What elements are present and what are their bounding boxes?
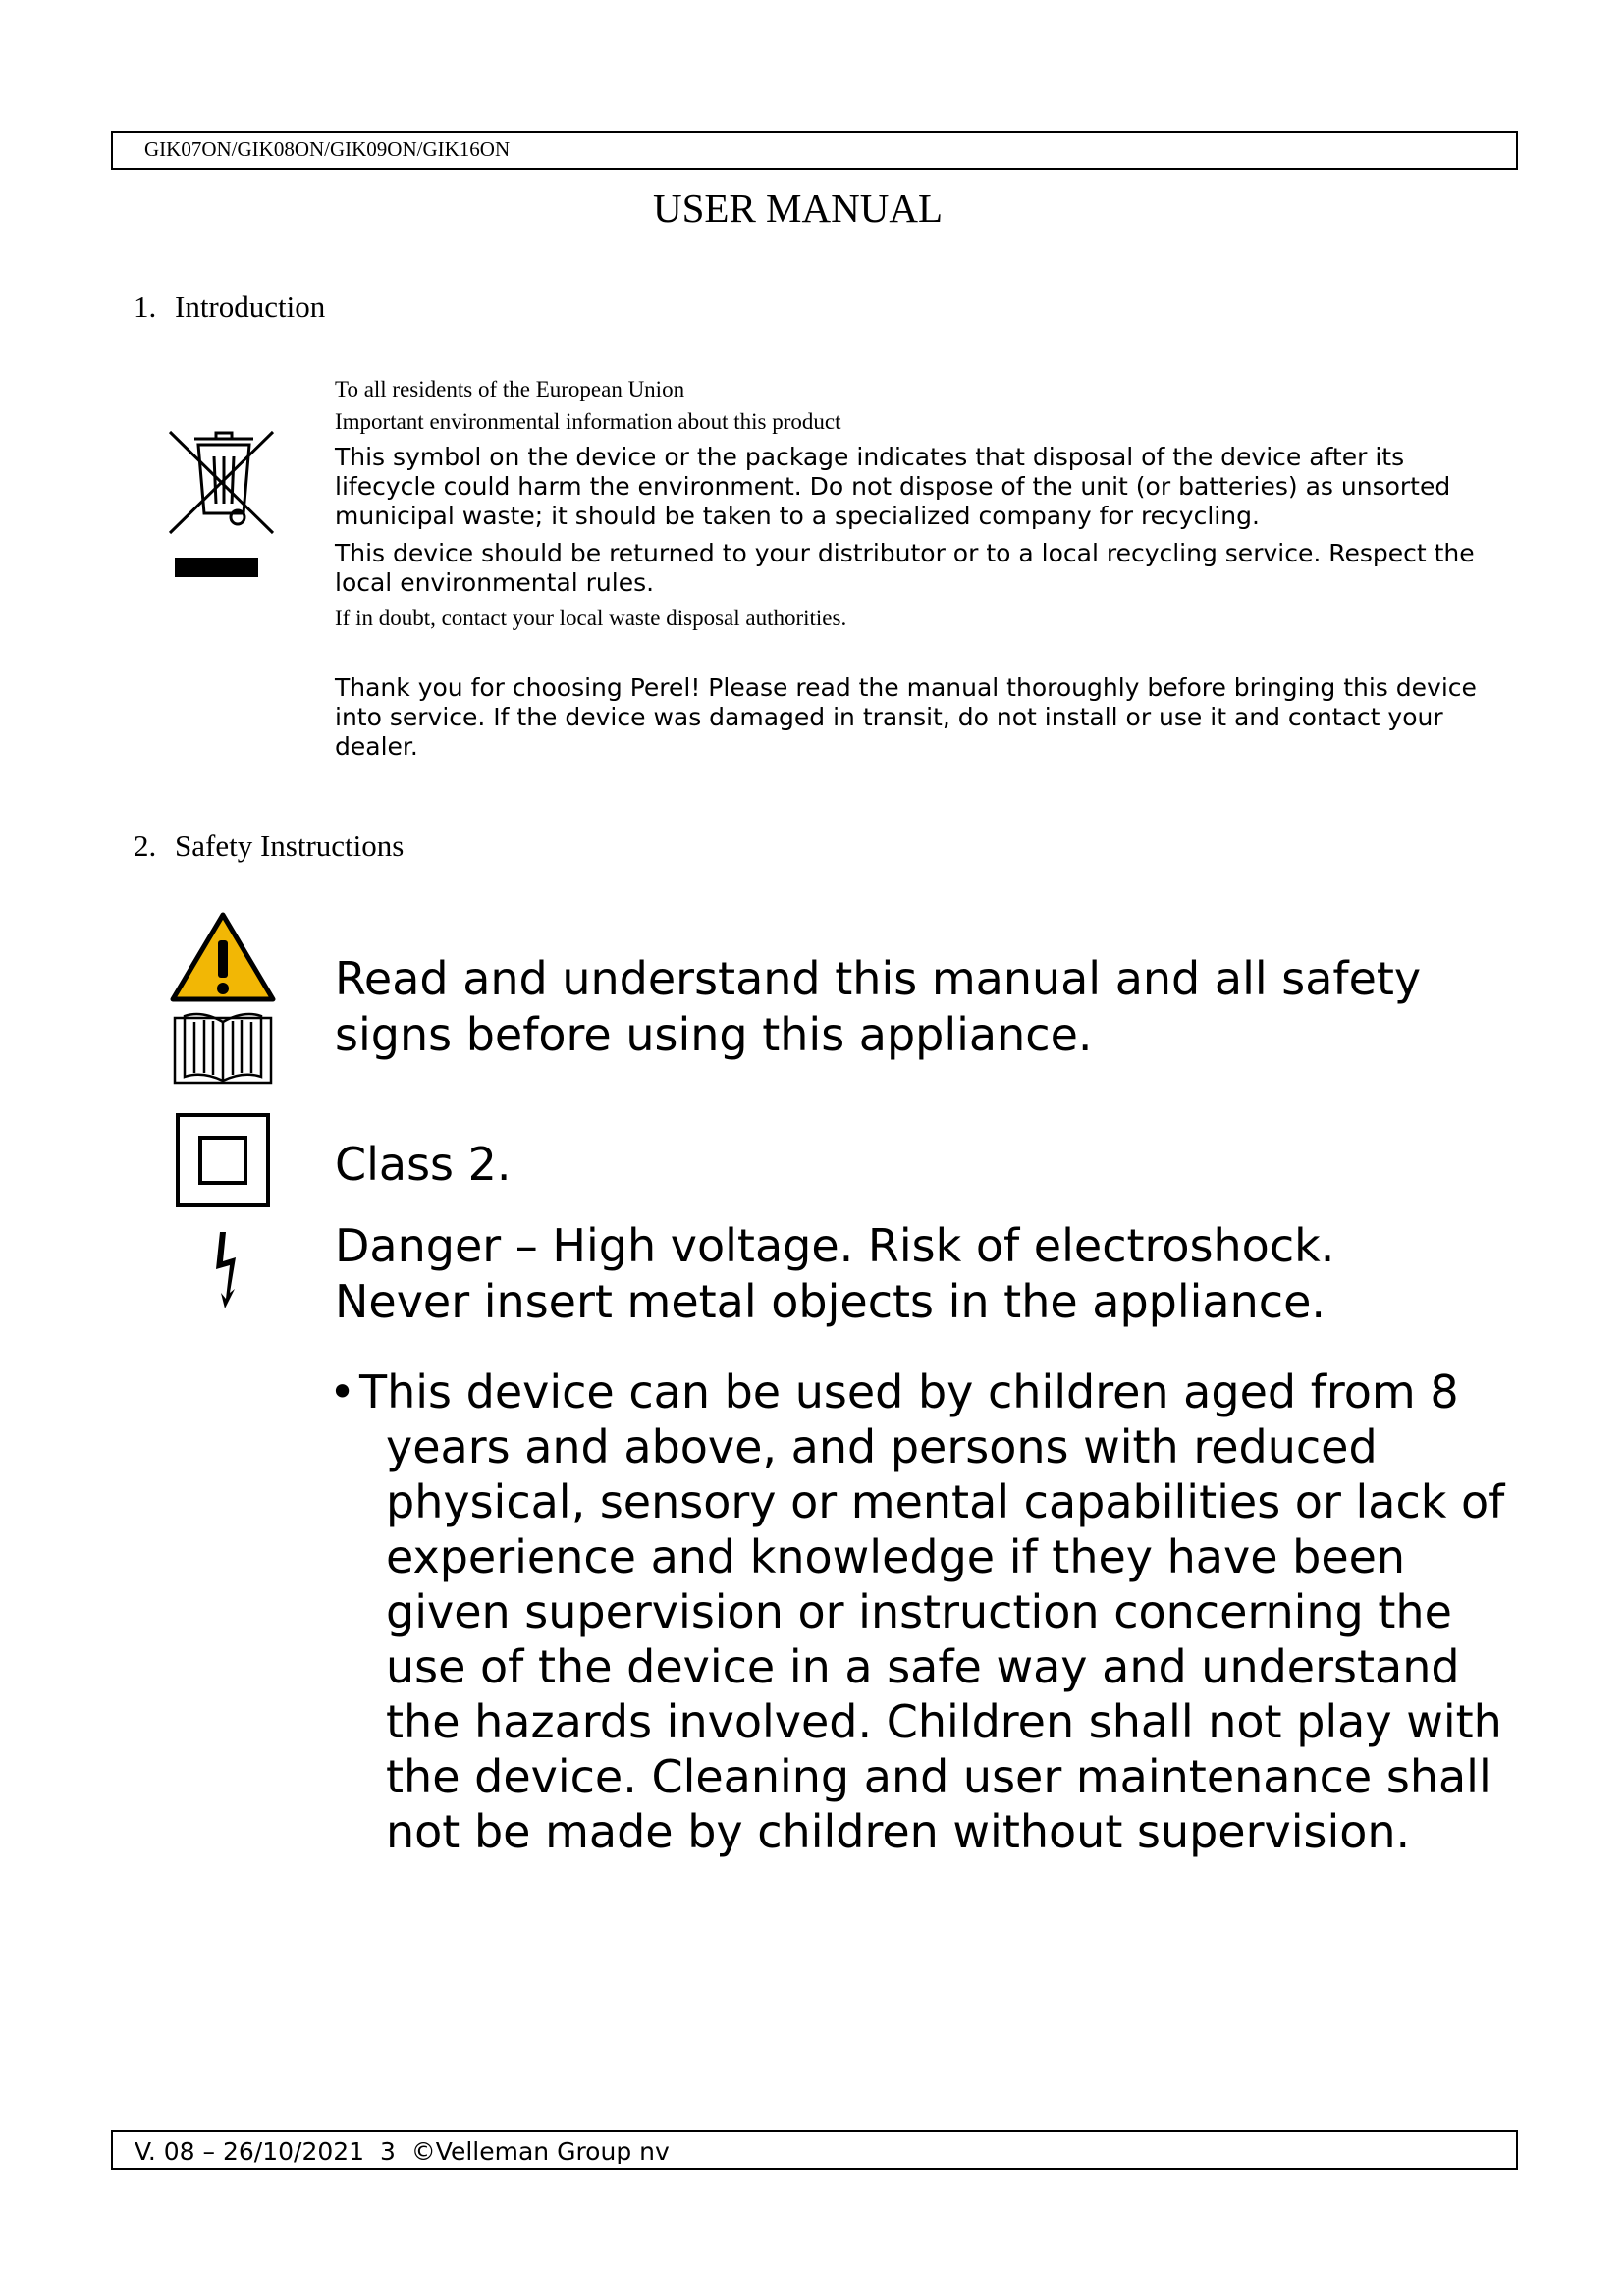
thank-you-paragraph: Thank you for choosing Perel! Please read the manual thoroughly before bringing this device into service. If the device was damaged in transit, do not install or use it and contact your dealer. xyxy=(335,673,1477,761)
header-models: GIK07ON/GIK08ON/GIK09ON/GIK16ON xyxy=(144,137,511,161)
eu-residents-line: To all residents of the European Union xyxy=(335,377,685,401)
footer-line xyxy=(135,2137,670,2165)
footer-version: V. 08 – 26/10/2021 xyxy=(135,2137,365,2165)
return-paragraph: This device should be returned to your distributor or to a local recycling service. Respect the local environmental rules. xyxy=(335,539,1475,597)
header-box xyxy=(111,131,1518,170)
section-title: Introduction xyxy=(175,290,326,324)
section-title: Safety Instructions xyxy=(175,828,405,863)
doubt-line: If in doubt, contact your local waste disposal authorities. xyxy=(335,606,847,630)
section-number: 1. xyxy=(134,290,157,324)
section-heading-safety xyxy=(134,828,404,864)
manual-book-icon xyxy=(173,1008,273,1087)
class-2-double-square-icon xyxy=(175,1112,271,1208)
footer-box xyxy=(111,2130,1518,2170)
children-supervision-text: This device can be used by children aged from 8 years and above, and persons with reduced physical, sensory or mental capabilities or lack of experience and knowledge if they have been given supervision or instruction concerning the use of the device in a safe way and understand the hazards involved. Children shall not play with the device. Cleaning and user maintenance shall not be made by children without supervision. xyxy=(359,1365,1505,1858)
section-heading-introduction xyxy=(134,290,325,325)
bullet-marker: • xyxy=(329,1365,356,1418)
class-2-text: Class 2. xyxy=(335,1138,512,1191)
footer-copyright: ©Velleman Group nv xyxy=(410,2137,670,2165)
page-title: USER MANUAL xyxy=(653,186,943,231)
disposal-paragraph: This symbol on the device or the package indicates that disposal of the device after its lifecycle could harm the environment. Do not dispose of the unit (or batteries) as unsorted municipal waste; it should be taken to a specialized company for recycling. xyxy=(335,443,1451,530)
env-info-line: Important environmental information about this product xyxy=(335,409,841,434)
danger-line-1: Danger – High voltage. Risk of electroshock. xyxy=(335,1219,1335,1272)
footer-page-number: 3 xyxy=(379,2137,396,2165)
warning-triangle-icon xyxy=(169,911,277,1004)
weee-crossed-bin-icon xyxy=(165,427,278,584)
section-number: 2. xyxy=(134,828,157,863)
read-manual-text: Read and understand this manual and all safety signs before using this appliance. xyxy=(335,952,1422,1061)
high-voltage-bolt-icon xyxy=(208,1230,244,1310)
danger-line-2: Never insert metal objects in the appliance. xyxy=(335,1275,1326,1328)
